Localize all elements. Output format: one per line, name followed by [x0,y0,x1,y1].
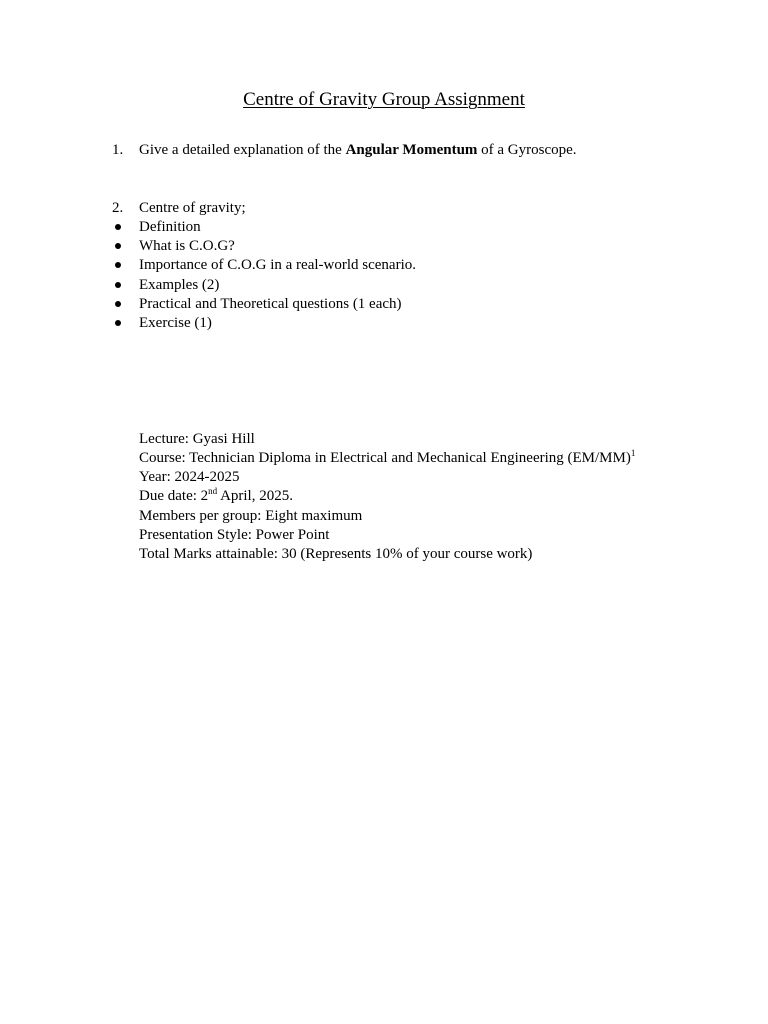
question-1-suffix: of a Gyroscope. [477,142,577,158]
due-date-suffix: April, 2025. [217,488,293,504]
presentation-line: Presentation Style: Power Point [139,527,330,543]
question-2-number: 2. [112,200,124,216]
due-date-line [139,487,293,506]
bullet-item: Importance of C.O.G in a real-world scenario. [139,257,416,273]
bullet-item: Practical and Theoretical questions (1 each) [139,296,402,312]
bullet-item: Definition [139,219,201,235]
bullet-icon [115,282,121,288]
question-1-prefix: Give a detailed explanation of the [139,142,346,158]
bullet-icon [115,224,121,230]
document-title [0,88,768,112]
year-line: Year: 2024-2025 [139,469,240,485]
course-footnote-marker: 1 [630,448,636,458]
bullet-icon [115,320,121,326]
bullet-item: Exercise (1) [139,315,212,331]
lecture-line: Lecture: Gyasi Hill [139,431,255,447]
marks-line: Total Marks attainable: 30 (Represents 10% of your course work) [139,546,533,562]
bullet-icon [115,262,121,268]
title-text: Centre of Gravity Group Assignment [243,89,525,110]
bullet-icon [115,301,121,307]
bullet-icon [115,243,121,249]
question-1-bold-term: Angular Momentum [345,142,478,158]
bullet-item: Examples (2) [139,277,220,293]
question-1-text [139,141,577,160]
course-text: Course: Technician Diploma in Electrical and Mechanical Engineering (EM/MM) [139,450,631,466]
question-1-number: 1. [112,142,124,158]
due-date-ordinal: nd [208,486,218,496]
bullet-item: What is C.O.G? [139,238,235,254]
members-line: Members per group: Eight maximum [139,508,363,524]
due-date-prefix: Due date: 2 [139,488,209,504]
course-line [139,449,635,468]
question-2-heading: Centre of gravity; [139,200,246,216]
